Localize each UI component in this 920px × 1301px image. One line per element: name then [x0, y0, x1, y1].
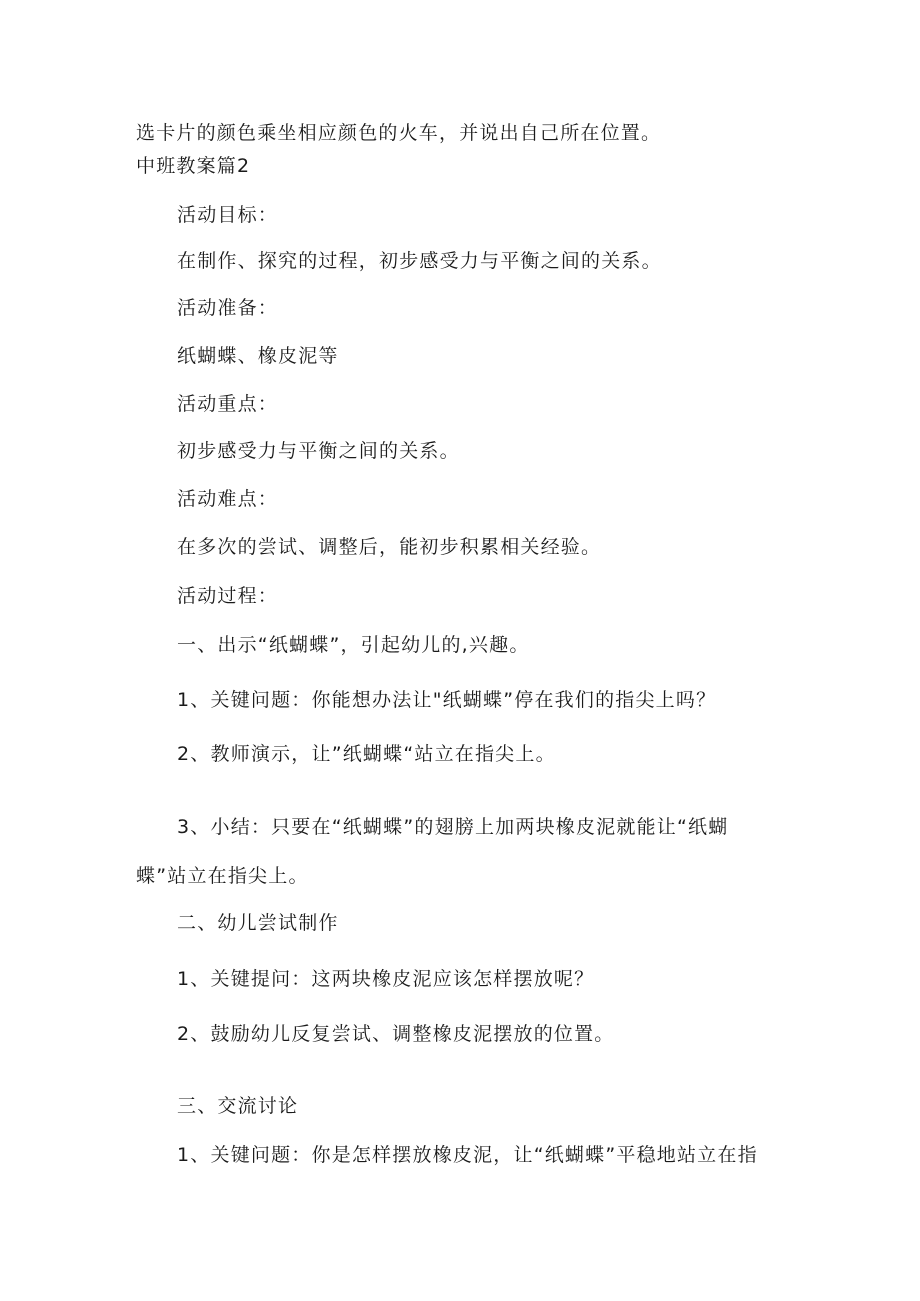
text-line: 1、关键问题：你是怎样摆放橡皮泥，让“纸蝴蝶”平稳地站立在指	[177, 1144, 758, 1166]
text-line: 3、小结：只要在“纸蝴蝶”的翅膀上加两块橡皮泥就能让“纸蝴	[177, 816, 729, 838]
text-line: 活动重点：	[177, 393, 279, 415]
text-line: 蝶”站立在指尖上。	[136, 865, 309, 887]
text-line: 活动准备：	[177, 297, 279, 319]
text-line: 活动过程：	[177, 585, 279, 607]
text-line: 初步感受力与平衡之间的关系。	[177, 440, 460, 462]
text-line: 在制作、探究的过程，初步感受力与平衡之间的关系。	[177, 250, 662, 272]
text-line: 一、出示“纸蝴蝶”，引起幼儿的,兴趣。	[177, 634, 530, 656]
section-heading: 中班教案篇2	[136, 155, 251, 177]
text-line: 1、关键提问：这两块橡皮泥应该怎样摆放呢？	[177, 968, 595, 990]
text-line: 2、鼓励幼儿反复尝试、调整橡皮泥摆放的位置。	[177, 1023, 615, 1045]
text-line: 二、幼儿尝试制作	[177, 912, 339, 934]
text-line: 选卡片的颜色乘坐相应颜色的火车，并说出自己所在位置。	[136, 122, 662, 144]
text-line: 三、交流讨论	[177, 1095, 299, 1117]
text-line: 活动难点：	[177, 488, 279, 510]
text-line: 2、教师演示，让”纸蝴蝶“站立在指尖上。	[177, 743, 556, 765]
text-line: 在多次的尝试、调整后，能初步积累相关经验。	[177, 536, 602, 558]
text-line: 1、关键问题：你能想办法让"纸蝴蝶”停在我们的指尖上吗？	[177, 689, 717, 711]
text-line: 活动目标：	[177, 204, 279, 226]
text-line: 纸蝴蝶、橡皮泥等	[177, 345, 339, 367]
